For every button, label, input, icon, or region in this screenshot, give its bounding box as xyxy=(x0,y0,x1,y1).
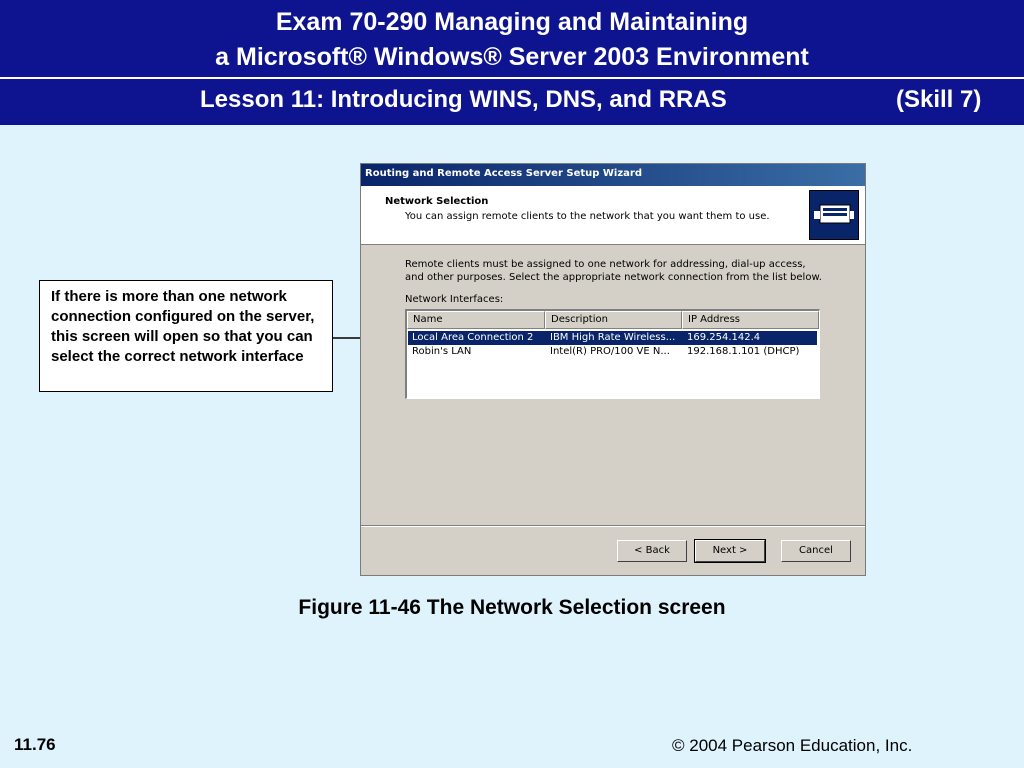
wizard-button-separator xyxy=(361,525,865,527)
slide-header xyxy=(0,0,1024,125)
wizard-subheading: You can assign remote clients to the network that you want them to use. xyxy=(405,211,770,222)
list-item-local-area-connection-2[interactable] xyxy=(408,331,817,345)
row-name: Local Area Connection 2 xyxy=(412,332,534,343)
wizard-heading: Network Selection xyxy=(385,196,489,207)
row-ip-address: 192.168.1.101 (DHCP) xyxy=(687,346,800,357)
wizard-instructions: Remote clients must be assigned to one network for addressing, dial-up access, and other purposes. Select the appropriate network connection from the list below. xyxy=(405,259,822,283)
network-interfaces-label: Network Interfaces: xyxy=(405,294,504,305)
next-button[interactable]: Next > xyxy=(695,540,765,562)
row-ip-address: 169.254.142.4 xyxy=(687,332,761,343)
network-server-icon xyxy=(809,190,859,240)
cancel-button[interactable]: Cancel xyxy=(781,540,851,562)
list-header xyxy=(407,311,818,329)
list-item-robins-lan[interactable] xyxy=(408,345,817,359)
callout-box: If there is more than one network connection configured on the server, this screen will open so that you can select the correct network interface xyxy=(39,280,333,392)
slide-title-line1: Exam 70-290 Managing and Maintaining xyxy=(275,8,749,36)
lesson-title: Lesson 11: Introducing WINS, DNS, and RRAS xyxy=(200,86,727,113)
skill-label: (Skill 7) xyxy=(896,86,982,113)
row-description: IBM High Rate Wireless... xyxy=(550,332,676,343)
copyright-notice: © 2004 Pearson Education, Inc. xyxy=(672,736,913,755)
row-description: Intel(R) PRO/100 VE N... xyxy=(550,346,670,357)
wizard-titlebar xyxy=(361,164,865,186)
header-divider xyxy=(0,77,1024,79)
column-header-description[interactable]: Description xyxy=(545,311,682,329)
column-header-ip-address[interactable]: IP Address xyxy=(682,311,819,329)
back-button[interactable]: < Back xyxy=(617,540,687,562)
slide-title-line2: a Microsoft® Windows® Server 2003 Environment xyxy=(215,43,809,71)
setup-wizard-window xyxy=(360,163,866,576)
wizard-header-panel xyxy=(361,186,865,245)
page-number: 11.76 xyxy=(14,735,56,754)
wizard-title: Routing and Remote Access Server Setup Wizard xyxy=(365,168,643,179)
column-header-name[interactable]: Name xyxy=(407,311,545,329)
figure-caption: Figure 11-46 The Network Selection screen xyxy=(298,596,726,619)
network-interfaces-list[interactable] xyxy=(405,309,820,399)
row-name: Robin's LAN xyxy=(412,346,472,357)
